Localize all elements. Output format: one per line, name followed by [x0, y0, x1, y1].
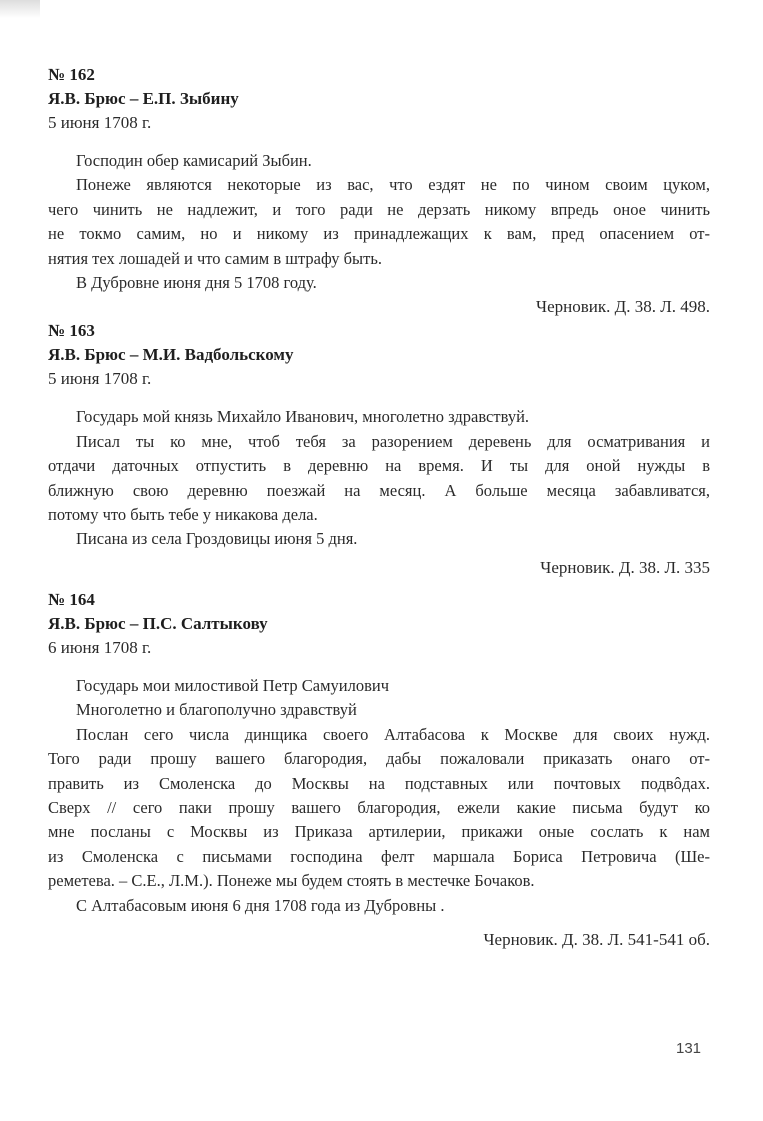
- text-line: Господин обер камисарий Зыбин.: [76, 151, 312, 170]
- text-line: нятия тех лошадей и что самим в штрафу быть.: [48, 248, 382, 268]
- text-line: чего чинить не надлежит, и того ради не дерзать никому впредь оное чинить: [48, 199, 710, 219]
- text-line: Того ради прошу вашего благородия, дабы пожаловали приказать онаго от-: [48, 749, 710, 769]
- letter-date: 5 июня 1708 г.: [48, 369, 152, 389]
- letter-entry: [48, 588, 710, 952]
- text-line: Писал ты ко мне, чтоб тебя за разорением деревень для осматривания и: [76, 431, 710, 451]
- text-line: потому что быть тебе у никакова дела.: [48, 505, 318, 525]
- text-line: В Дубровне июня дня 5 1708 году.: [76, 273, 317, 293]
- letter-number: № 164: [48, 589, 95, 609]
- text-line: Понеже являются некоторые из вас, что ездят не по чином своим цуком,: [76, 175, 710, 195]
- text-line: ближную свою деревню поезжай на месяц. А больше месяца забавливатся,: [48, 480, 710, 500]
- page-number: 131: [676, 1040, 702, 1057]
- letter-date: 5 июня 1708 г.: [48, 113, 152, 132]
- archive-source: Черновик. Д. 38. Л. 335: [540, 557, 710, 577]
- scan-edge-shadow: [0, 0, 40, 18]
- text-line: не токмо самим, но и никому из принадлежащих к вам, пред опасением от-: [48, 224, 710, 244]
- letter-title: Я.В. Брюс – П.С. Салтыкову: [48, 613, 268, 633]
- archive-source: Черновик. Д. 38. Л. 498.: [536, 297, 710, 317]
- text-line: Послан сего числа динщика своего Алтабасова к Москве для своих нужд.: [76, 724, 710, 744]
- text-line: мне посланы с Москвы из Приказа артилерии, прикажи оные сослать к нам: [48, 822, 710, 842]
- text-line: править из Смоленска до Москвы на подставных или почтовых подвôдах.: [48, 773, 710, 793]
- letter-number: № 163: [48, 321, 95, 341]
- document-page: [48, 63, 710, 952]
- text-line: Государь мои милостивой Петр Самуилович: [76, 675, 390, 695]
- text-line: Писана из села Гроздовицы июня 5 дня.: [76, 529, 358, 549]
- letter-title: Я.В. Брюс – Е.П. Зыбину: [48, 89, 239, 108]
- letter-number: № 162: [48, 65, 95, 84]
- letter-body: [48, 149, 710, 295]
- text-line: Многолетно и благополучно здравствуй: [76, 700, 357, 720]
- text-line: из Смоленска с письмами господина фелт маршала Бориса Петровича (Ше-: [48, 846, 710, 866]
- text-line: Сверх // сего паки прошу вашего благородия, ежели какие письма будут ко: [48, 797, 710, 817]
- letter-entry: [48, 319, 710, 579]
- letter-body: [48, 405, 710, 551]
- letter-title: Я.В. Брюс – М.И. Вадбольскому: [48, 345, 294, 365]
- text-line: С Алтабасовым июня 6 дня 1708 года из Дубровны .: [76, 895, 445, 915]
- letter-body: [48, 674, 710, 918]
- text-line: реметева. – С.Е., Л.М.). Понеже мы будем стоять в местечке Бочаков.: [48, 871, 535, 891]
- letter-date: 6 июня 1708 г.: [48, 637, 152, 657]
- text-line: Государь мой князь Михайло Иванович, многолетно здравствуй.: [76, 407, 530, 427]
- archive-source: Черновик. Д. 38. Л. 541-541 об.: [483, 929, 710, 949]
- text-line: отдачи даточных отпустить в деревню на время. И ты для оной нужды в: [48, 456, 710, 476]
- letter-entry: [48, 63, 710, 319]
